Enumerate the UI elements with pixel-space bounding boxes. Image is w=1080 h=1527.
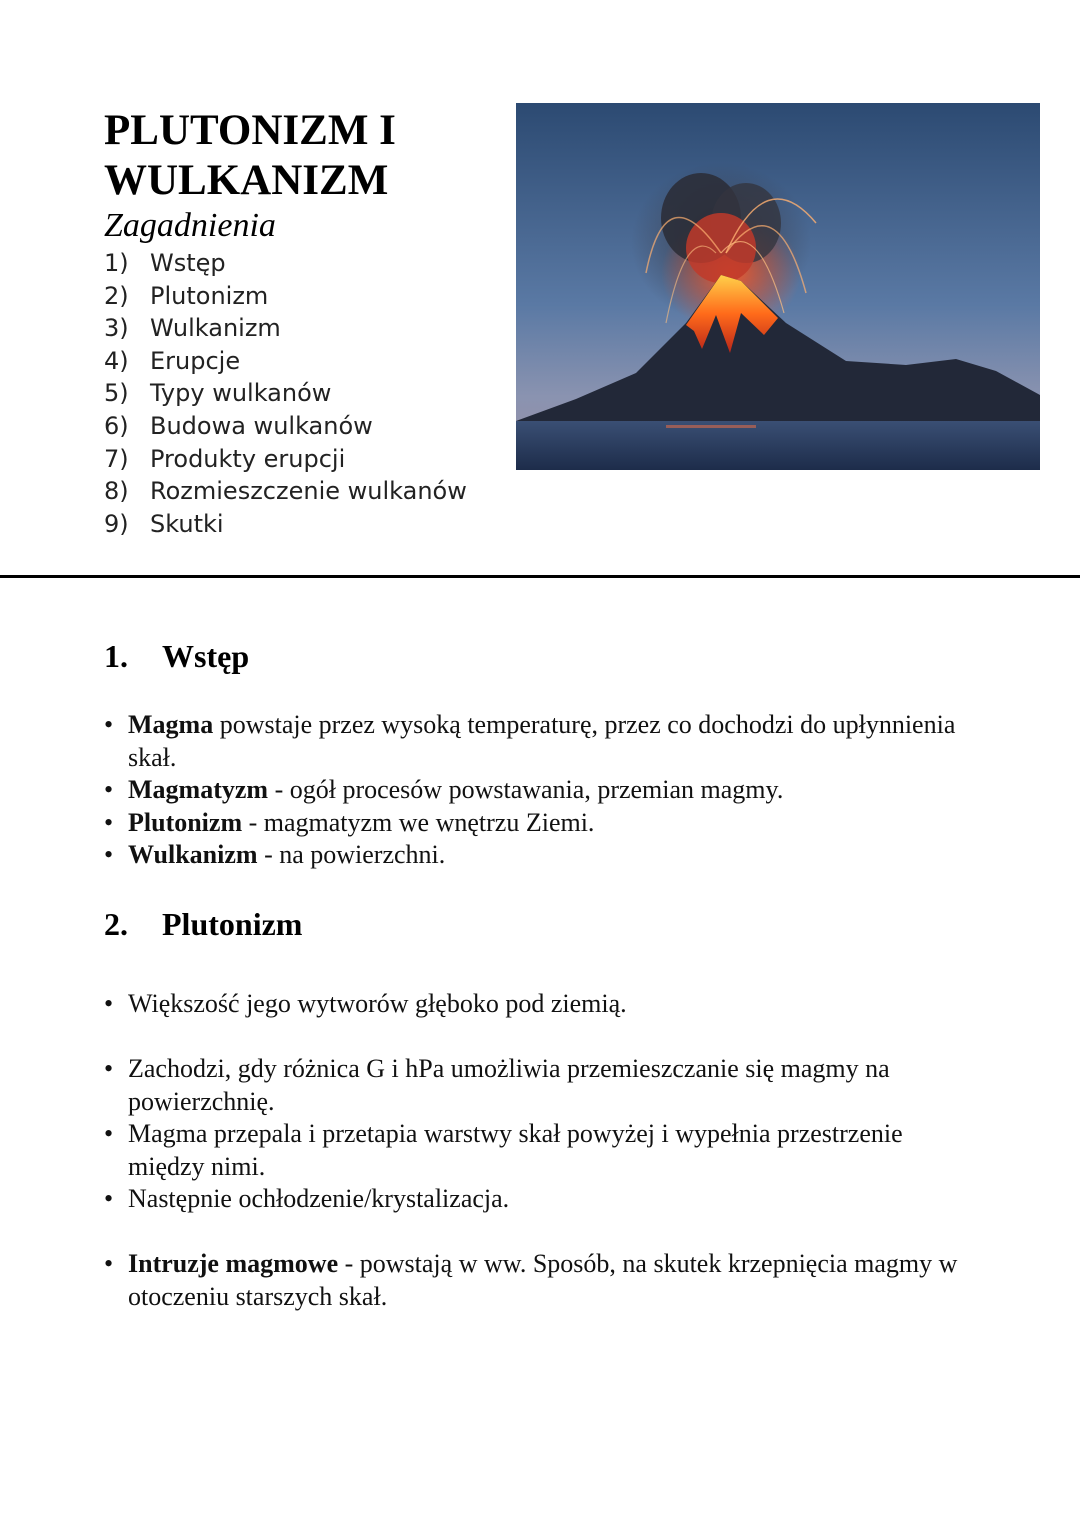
section-heading-plutonizm bbox=[104, 904, 302, 944]
list-label: Wulkanizm bbox=[150, 314, 281, 343]
definition: - na powierzchni. bbox=[257, 840, 446, 869]
list-item bbox=[104, 774, 1004, 807]
volcano-illustration bbox=[516, 103, 1040, 470]
term: Magmatyzm bbox=[128, 775, 269, 804]
term: Magma bbox=[128, 710, 214, 739]
term: Intruzje magmowe bbox=[128, 1249, 339, 1278]
list-label: Typy wulkanów bbox=[150, 379, 332, 408]
list-item bbox=[104, 475, 467, 508]
section-number: 2. bbox=[104, 906, 128, 942]
list-item bbox=[104, 709, 1004, 774]
topics-list bbox=[104, 247, 467, 540]
term: Wulkanizm bbox=[128, 840, 258, 869]
paragraph-text: Magma przepala i przetapia warstwy skał powyżej i wypełnia przestrzenie między nimi. bbox=[128, 1119, 903, 1181]
list-label: Wstęp bbox=[150, 249, 226, 277]
list-item bbox=[104, 1248, 984, 1313]
definition: - ogół procesów powstawania, przemian magmy. bbox=[268, 775, 784, 804]
page-title: PLUTONIZM I WULKANIZM bbox=[104, 107, 396, 204]
erupting-volcano-photo bbox=[516, 103, 1040, 470]
list-number: 4) bbox=[104, 346, 129, 375]
subtitle: Zagadnienia bbox=[104, 207, 276, 244]
list-number: 8) bbox=[104, 477, 129, 506]
list-item bbox=[104, 1053, 984, 1118]
list-item bbox=[104, 345, 467, 378]
section-title: Plutonizm bbox=[162, 906, 303, 942]
section-number: 1. bbox=[104, 638, 128, 674]
list-label: Erupcje bbox=[150, 346, 241, 375]
list-label: Plutonizm bbox=[150, 281, 269, 310]
list-item bbox=[104, 807, 1004, 840]
section-title: Wstęp bbox=[162, 638, 250, 674]
list-item bbox=[104, 312, 467, 345]
term: Plutonizm bbox=[128, 807, 243, 837]
list-number: 6) bbox=[104, 411, 129, 440]
section-heading-wstep bbox=[104, 636, 249, 676]
list-item bbox=[104, 1183, 984, 1216]
definition: powstaje przez wysoką temperaturę, przez co dochodzi do upłynnienia skał. bbox=[128, 710, 956, 772]
list-number: 1) bbox=[104, 249, 129, 277]
list-item bbox=[104, 988, 984, 1021]
list-label: Skutki bbox=[150, 509, 224, 538]
list-label: Budowa wulkanów bbox=[150, 411, 373, 440]
list-item bbox=[104, 410, 467, 443]
list-item bbox=[104, 377, 467, 410]
paragraph-text: Następnie ochłodzenie/krystalizacja. bbox=[128, 1184, 510, 1213]
paragraph-text: Większość jego wytworów głęboko pod ziemią. bbox=[128, 989, 627, 1018]
list-label: Rozmieszczenie wulkanów bbox=[150, 477, 467, 506]
list-item bbox=[104, 1118, 984, 1183]
section-wstep-list bbox=[104, 709, 1004, 872]
list-item bbox=[104, 508, 467, 541]
list-number: 5) bbox=[104, 379, 129, 408]
list-number: 9) bbox=[104, 509, 129, 538]
list-item bbox=[104, 443, 467, 476]
definition: - magmatyzm we wnętrzu Ziemi. bbox=[242, 807, 595, 837]
section-plutonizm-list bbox=[104, 988, 984, 1313]
divider bbox=[0, 575, 1080, 578]
list-item bbox=[104, 839, 1004, 872]
paragraph-text: Zachodzi, gdy różnica G i hPa umożliwia przemieszczanie się magmy na powierzchnię. bbox=[128, 1054, 890, 1116]
list-label: Produkty erupcji bbox=[150, 444, 346, 473]
list-item bbox=[104, 280, 467, 313]
list-number: 2) bbox=[104, 281, 129, 310]
list-number: 7) bbox=[104, 444, 129, 473]
list-number: 3) bbox=[104, 314, 129, 343]
list-item bbox=[104, 247, 467, 280]
definition: - powstają w ww. Sposób, na skutek krzepnięcia magmy w otoczeniu starszych skał. bbox=[128, 1249, 958, 1311]
